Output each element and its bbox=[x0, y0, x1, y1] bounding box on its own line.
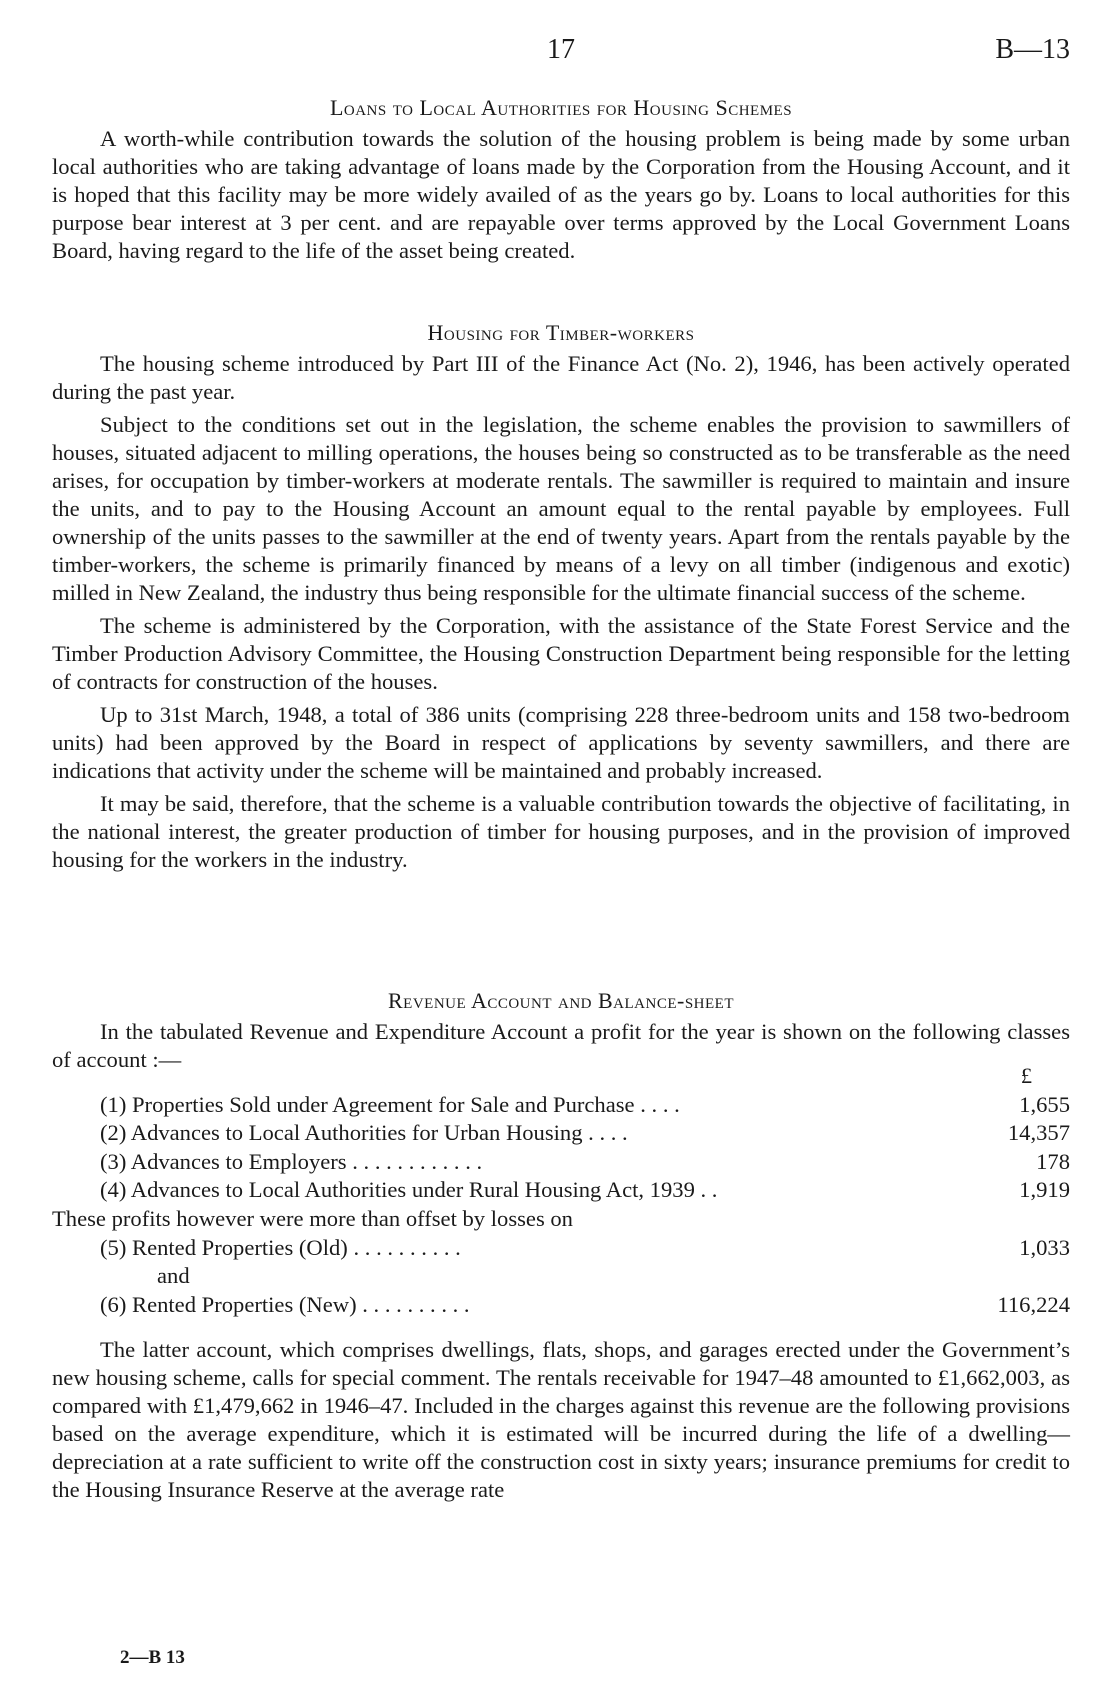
table-row bbox=[52, 1148, 1070, 1177]
paper-reference: B—13 bbox=[995, 34, 1070, 65]
table-row bbox=[52, 1119, 1070, 1148]
page-number: 17 bbox=[547, 34, 575, 65]
closing-section bbox=[52, 1336, 1070, 1504]
table-currency-row bbox=[52, 1062, 1070, 1091]
row-label: and bbox=[157, 1263, 190, 1289]
page-header bbox=[52, 34, 1070, 74]
row-value: 1,033 bbox=[1019, 1234, 1070, 1260]
table-row bbox=[52, 1091, 1070, 1120]
section-heading-revenue: Revenue Account and Balance-sheet bbox=[388, 988, 734, 1013]
table-row bbox=[52, 1291, 1070, 1320]
table-row bbox=[52, 1234, 1070, 1263]
paragraph: Subject to the conditions set out in the legislation, the scheme enables the provision to sawmillers of houses, situated adjacent to milling operations, the houses being so constructed as to be transferable as the need arises, for occupation by timber-workers at moderate rentals. The sawmiller is required to maintain and insure the units, and to pay to the Housing Account an amount equal to the rental payable by employees. Full ownership of the units passes to the sawmiller at the end of twenty years. Apart from the rentals payable by the timber-workers, the scheme is primarily financed by means of a levy on all timber (indigenous and exotic) milled in New Zealand, the industry thus being responsible for the ultimate financial success of the scheme. bbox=[52, 412, 1070, 605]
currency-symbol: £ bbox=[1020, 1063, 1032, 1088]
row-label: These profits however were more than offset by losses on bbox=[52, 1205, 573, 1231]
row-label: (3) Advances to Employers . . . . . . . . . . . . bbox=[100, 1148, 483, 1174]
section-timber-workers bbox=[52, 320, 1070, 874]
row-value: 1,919 bbox=[1019, 1177, 1070, 1203]
table-row bbox=[52, 1262, 1070, 1291]
row-label: (4) Advances to Local Authorities under Rural Housing Act, 1939 . . bbox=[100, 1177, 718, 1203]
table-row bbox=[52, 1176, 1070, 1205]
paragraph: It may be said, therefore, that the scheme is a valuable contribution towards the objective of facilitating, in the national interest, the greater production of timber for housing purposes, and in the provision of improved housing for the workers in the industry. bbox=[52, 791, 1070, 872]
profit-table bbox=[52, 1062, 1070, 1319]
paragraph: In the tabulated Revenue and Expenditure Account a profit for the year is shown on the following classes of account :— bbox=[52, 1019, 1070, 1072]
section-heading-timber: Housing for Timber-workers bbox=[427, 320, 695, 345]
footer-signature: 2—B 13 bbox=[120, 1647, 185, 1668]
paragraph: The latter account, which comprises dwellings, flats, shops, and garages erected under the Government’s new housing scheme, calls for special comment. The rentals receivable for 1947–48 amounted to £1,662,003, as compared with £1,479,662 in 1946–47. Included in the charges against this revenue are the following provisions based on the average expenditure, which it is estimated will be incurred during the life of a dwelling—depreciation at a rate sufficient to write off the construction cost in sixty years; insurance premiums for credit to the Housing Insurance Reserve at the average rate bbox=[52, 1337, 1070, 1502]
row-value: 14,357 bbox=[1007, 1120, 1070, 1146]
paragraph: Up to 31st March, 1948, a total of 386 units (comprising 228 three-bedroom units and 158 two-bedroom units) had been approved by the Board in respect of applications by seventy sawmillers, and there are indications that activity under the scheme will be maintained and probably increased. bbox=[52, 702, 1070, 783]
row-value: 116,224 bbox=[997, 1291, 1070, 1317]
row-label: (5) Rented Properties (Old) . . . . . . . . . . bbox=[100, 1234, 461, 1260]
section-heading-loans: Loans to Local Authorities for Housing Schemes bbox=[329, 95, 793, 120]
row-label: (2) Advances to Local Authorities for Urban Housing . . . . bbox=[100, 1120, 628, 1146]
paragraph: The scheme is administered by the Corporation, with the assistance of the State Forest Service and the Timber Production Advisory Committee, the Housing Construction Department being responsible for the letting of contracts for construction of the houses. bbox=[52, 613, 1070, 694]
row-label: (1) Properties Sold under Agreement for Sale and Purchase . . . . bbox=[100, 1091, 680, 1117]
table-row bbox=[52, 1205, 1070, 1234]
row-value: 1,655 bbox=[1019, 1091, 1070, 1117]
paragraph: The housing scheme introduced by Part III of the Finance Act (No. 2), 1946, has been actively operated during the past year. bbox=[52, 351, 1070, 404]
paragraph: A worth-while contribution towards the solution of the housing problem is being made by some urban local authorities who are taking advantage of loans made by the Corporation from the Housing Account, and it is hoped that this facility may be more widely availed of as the years go by. Loans to local authorities for this purpose bear interest at 3 per cent. and are repayable over terms approved by the Local Government Loans Board, having regard to the life of the asset being created. bbox=[52, 126, 1070, 263]
row-label: (6) Rented Properties (New) . . . . . . . . . . bbox=[100, 1291, 470, 1317]
section-loans bbox=[52, 95, 1070, 265]
row-value: 178 bbox=[1036, 1148, 1070, 1174]
